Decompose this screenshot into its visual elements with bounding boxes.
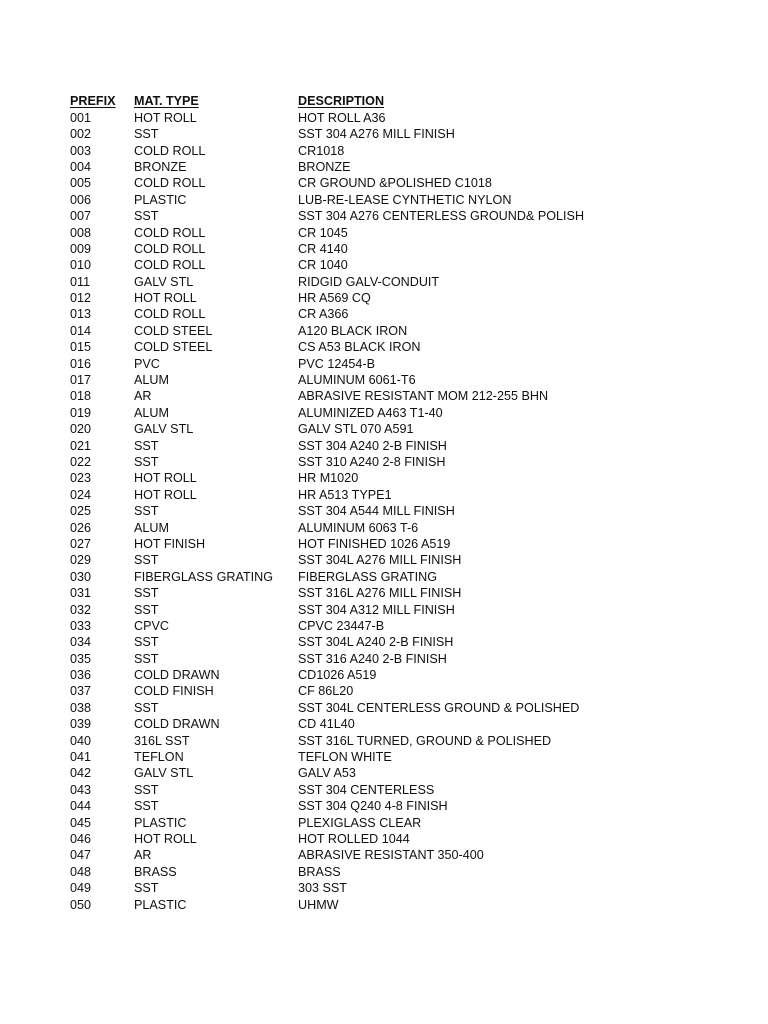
cell-mat-type: GALV STL	[134, 274, 194, 289]
cell-mat-type: HOT ROLL	[134, 291, 197, 306]
table-row	[70, 159, 630, 175]
cell-description: BRASS	[298, 864, 341, 879]
cell-description: GALV STL 070 A591	[298, 422, 414, 437]
table-row	[70, 880, 630, 896]
cell-prefix: 006	[70, 192, 92, 207]
cell-prefix: 025	[70, 504, 92, 519]
table-row	[70, 290, 630, 306]
cell-mat-type: CPVC	[134, 618, 169, 633]
cell-description: CR 1040	[298, 258, 348, 273]
table-row	[70, 503, 630, 519]
cell-description: CF 86L20	[298, 684, 354, 699]
table-row	[70, 602, 630, 618]
table-row	[70, 585, 630, 601]
cell-prefix: 014	[70, 323, 92, 338]
table-row	[70, 110, 630, 126]
cell-prefix: 010	[70, 258, 92, 273]
cell-mat-type: COLD DRAWN	[134, 668, 220, 683]
table-row	[70, 536, 630, 552]
cell-prefix: 035	[70, 651, 92, 666]
cell-prefix: 031	[70, 586, 92, 601]
cell-mat-type: COLD ROLL	[134, 241, 206, 256]
table-row	[70, 143, 630, 159]
table-row	[70, 339, 630, 355]
cell-description: 303 SST	[298, 881, 348, 896]
cell-prefix: 047	[70, 848, 92, 863]
cell-description: CD1026 A519	[298, 668, 377, 683]
table-row	[70, 175, 630, 191]
cell-description: SST 304 A276 MILL FINISH	[298, 127, 455, 142]
cell-mat-type: PLASTIC	[134, 815, 187, 830]
cell-mat-type: COLD ROLL	[134, 143, 206, 158]
cell-prefix: 003	[70, 143, 92, 158]
cell-mat-type: HOT ROLL	[134, 487, 197, 502]
cell-prefix: 007	[70, 209, 92, 224]
cell-mat-type: TEFLON	[134, 750, 184, 765]
cell-prefix: 049	[70, 881, 92, 896]
table-row	[70, 388, 630, 404]
cell-prefix: 046	[70, 831, 92, 846]
cell-description: SST 310 A240 2-8 FINISH	[298, 455, 446, 469]
cell-prefix: 019	[70, 405, 92, 420]
cell-description: CS A53 BLACK IRON	[298, 340, 421, 355]
cell-description: LUB-RE-LEASE CYNTHETIC NYLON	[298, 192, 512, 207]
cell-mat-type: ALUM	[134, 405, 169, 420]
table-row	[70, 798, 630, 814]
table-row	[70, 716, 630, 732]
cell-prefix: 038	[70, 700, 92, 715]
cell-prefix: 036	[70, 668, 92, 683]
cell-mat-type: PVC	[134, 356, 160, 371]
cell-mat-type: COLD STEEL	[134, 323, 213, 338]
cell-mat-type: HOT ROLL	[134, 831, 197, 846]
cell-mat-type: HOT ROLL	[134, 110, 197, 125]
cell-description: SST 316L A276 MILL FINISH	[298, 586, 462, 601]
table-row	[70, 897, 630, 913]
header-mat-type: MAT. TYPE	[134, 94, 199, 108]
cell-description: SST 304 A544 MILL FINISH	[298, 504, 455, 519]
cell-prefix: 024	[70, 487, 92, 502]
table-row	[70, 306, 630, 322]
cell-description: CD 41L40	[298, 717, 355, 732]
table-row	[70, 749, 630, 765]
cell-mat-type: SST	[134, 799, 159, 814]
cell-description: CPVC 23447-B	[298, 618, 385, 633]
cell-prefix: 001	[70, 110, 92, 125]
table-row	[70, 520, 630, 536]
table-row	[70, 208, 630, 224]
cell-prefix: 023	[70, 471, 92, 486]
cell-prefix: 033	[70, 618, 92, 633]
table-row	[70, 241, 630, 257]
cell-prefix: 020	[70, 422, 92, 437]
cell-mat-type: COLD DRAWN	[134, 717, 220, 732]
cell-prefix: 041	[70, 750, 92, 765]
cell-description: CR1018	[298, 143, 345, 158]
cell-prefix: 027	[70, 536, 92, 551]
cell-mat-type: FIBERGLASS GRATING	[134, 569, 274, 584]
table-row	[70, 569, 630, 585]
table-row	[70, 257, 630, 273]
cell-description: SST 304 A240 2-B FINISH	[298, 438, 447, 453]
table-row	[70, 651, 630, 667]
cell-description: SST 304L A240 2-B FINISH	[298, 635, 454, 650]
cell-mat-type: SST	[134, 700, 159, 715]
table-body	[70, 110, 630, 913]
cell-description: CR 1045	[298, 225, 348, 240]
cell-prefix: 037	[70, 684, 92, 699]
cell-mat-type: PLASTIC	[134, 192, 187, 207]
table-row	[70, 552, 630, 568]
cell-description: CR GROUND &POLISHED C1018	[298, 176, 492, 191]
cell-description: SST 304L A276 MILL FINISH	[298, 553, 462, 568]
cell-prefix: 013	[70, 307, 92, 322]
table-row	[70, 372, 630, 388]
table-row	[70, 700, 630, 716]
cell-mat-type: SST	[134, 209, 159, 224]
cell-prefix: 042	[70, 766, 92, 781]
cell-description: HR A513 TYPE1	[298, 487, 392, 502]
cell-description: SST 316 A240 2-B FINISH	[298, 651, 447, 666]
table-header	[70, 93, 630, 110]
cell-mat-type: AR	[134, 389, 152, 404]
cell-prefix: 040	[70, 733, 92, 748]
table-row	[70, 765, 630, 781]
cell-mat-type: COLD FINISH	[134, 684, 214, 699]
cell-mat-type: 316L SST	[134, 733, 190, 748]
cell-mat-type: HOT ROLL	[134, 471, 197, 486]
cell-mat-type: SST	[134, 881, 159, 896]
table-row	[70, 438, 630, 454]
cell-prefix: 022	[70, 455, 92, 469]
table-row	[70, 454, 630, 470]
cell-mat-type: SST	[134, 455, 159, 469]
table-row	[70, 192, 630, 208]
cell-description: ALUMINUM 6063 T-6	[298, 520, 419, 535]
header-description: DESCRIPTION	[298, 94, 385, 108]
cell-description: HOT ROLLED 1044	[298, 831, 410, 846]
table-row	[70, 356, 630, 372]
table-row	[70, 733, 630, 749]
cell-prefix: 009	[70, 241, 92, 256]
cell-prefix: 029	[70, 553, 92, 568]
cell-description: PLEXIGLASS CLEAR	[298, 815, 422, 830]
cell-mat-type: GALV STL	[134, 766, 194, 781]
cell-prefix: 034	[70, 635, 92, 650]
table-row	[70, 815, 630, 831]
cell-prefix: 015	[70, 340, 92, 355]
cell-description: CR A366	[298, 307, 349, 322]
cell-mat-type: ALUM	[134, 373, 169, 388]
cell-description: SST 304 Q240 4-8 FINISH	[298, 799, 448, 814]
table-row	[70, 126, 630, 142]
cell-prefix: 016	[70, 356, 92, 371]
cell-mat-type: SST	[134, 504, 159, 519]
table-row	[70, 831, 630, 847]
cell-mat-type: AR	[134, 848, 152, 863]
cell-prefix: 018	[70, 389, 92, 404]
cell-description: BRONZE	[298, 159, 351, 174]
cell-mat-type: ALUM	[134, 520, 169, 535]
cell-description: A120 BLACK IRON	[298, 323, 408, 338]
table-row	[70, 683, 630, 699]
cell-description: HR M1020	[298, 471, 359, 486]
cell-prefix: 032	[70, 602, 92, 617]
cell-prefix: 048	[70, 864, 92, 879]
cell-description: HOT FINISHED 1026 A519	[298, 536, 451, 551]
cell-description: TEFLON WHITE	[298, 750, 392, 765]
header-prefix: PREFIX	[70, 94, 116, 108]
cell-mat-type: COLD ROLL	[134, 176, 206, 191]
cell-mat-type: SST	[134, 602, 159, 617]
cell-description: SST 304 A276 CENTERLESS GROUND& POLISH	[298, 209, 585, 224]
cell-prefix: 044	[70, 799, 92, 814]
cell-prefix: 026	[70, 520, 92, 535]
cell-description: RIDGID GALV-CONDUIT	[298, 274, 440, 289]
cell-description: UHMW	[298, 897, 339, 912]
cell-mat-type: PLASTIC	[134, 897, 187, 912]
cell-mat-type: COLD STEEL	[134, 340, 213, 355]
cell-mat-type: SST	[134, 127, 159, 142]
cell-mat-type: SST	[134, 782, 159, 797]
table-row	[70, 323, 630, 339]
cell-prefix: 043	[70, 782, 92, 797]
cell-description: FIBERGLASS GRATING	[298, 569, 438, 584]
cell-prefix: 005	[70, 176, 92, 191]
cell-prefix: 021	[70, 438, 92, 453]
cell-mat-type: GALV STL	[134, 422, 194, 437]
cell-prefix: 011	[70, 274, 91, 289]
cell-mat-type: COLD ROLL	[134, 307, 206, 322]
cell-mat-type: BRASS	[134, 864, 177, 879]
table-row	[70, 667, 630, 683]
table-row	[70, 487, 630, 503]
table-row	[70, 470, 630, 486]
table-row	[70, 274, 630, 290]
cell-description: GALV A53	[298, 766, 356, 781]
material-prefix-table	[70, 93, 630, 913]
cell-description: ALUMINUM 6061-T6	[298, 373, 416, 388]
table-row	[70, 864, 630, 880]
cell-description: ABRASIVE RESISTANT 350-400	[298, 848, 484, 863]
cell-description: SST 304 CENTERLESS	[298, 782, 435, 797]
cell-mat-type: SST	[134, 651, 159, 666]
cell-mat-type: SST	[134, 635, 159, 650]
cell-prefix: 012	[70, 291, 92, 306]
table-row	[70, 634, 630, 650]
table-row	[70, 618, 630, 634]
cell-mat-type: SST	[134, 438, 159, 453]
table-row	[70, 225, 630, 241]
cell-mat-type: SST	[134, 553, 159, 568]
cell-mat-type: BRONZE	[134, 159, 187, 174]
table-row	[70, 405, 630, 421]
cell-prefix: 008	[70, 225, 92, 240]
cell-description: PVC 12454-B	[298, 356, 376, 371]
cell-mat-type: COLD ROLL	[134, 258, 206, 273]
cell-prefix: 039	[70, 717, 92, 732]
cell-prefix: 030	[70, 569, 92, 584]
table-row	[70, 847, 630, 863]
cell-description: HOT ROLL A36	[298, 110, 386, 125]
cell-mat-type: COLD ROLL	[134, 225, 206, 240]
table-row	[70, 421, 630, 437]
cell-prefix: 002	[70, 127, 92, 142]
cell-description: SST 304 A312 MILL FINISH	[298, 602, 455, 617]
cell-mat-type: SST	[134, 586, 159, 601]
cell-prefix: 004	[70, 159, 92, 174]
cell-description: ABRASIVE RESISTANT MOM 212-255 BHN	[298, 389, 549, 404]
cell-mat-type: HOT FINISH	[134, 536, 206, 551]
cell-description: CR 4140	[298, 241, 348, 256]
cell-description: SST 304L CENTERLESS GROUND & POLISHED	[298, 700, 580, 715]
table-row	[70, 782, 630, 798]
cell-description: SST 316L TURNED, GROUND & POLISHED	[298, 733, 552, 748]
cell-prefix: 045	[70, 815, 92, 830]
cell-description: ALUMINIZED A463 T1-40	[298, 405, 443, 420]
cell-prefix: 050	[70, 897, 92, 912]
cell-description: HR A569 CQ	[298, 291, 371, 306]
cell-prefix: 017	[70, 373, 92, 388]
